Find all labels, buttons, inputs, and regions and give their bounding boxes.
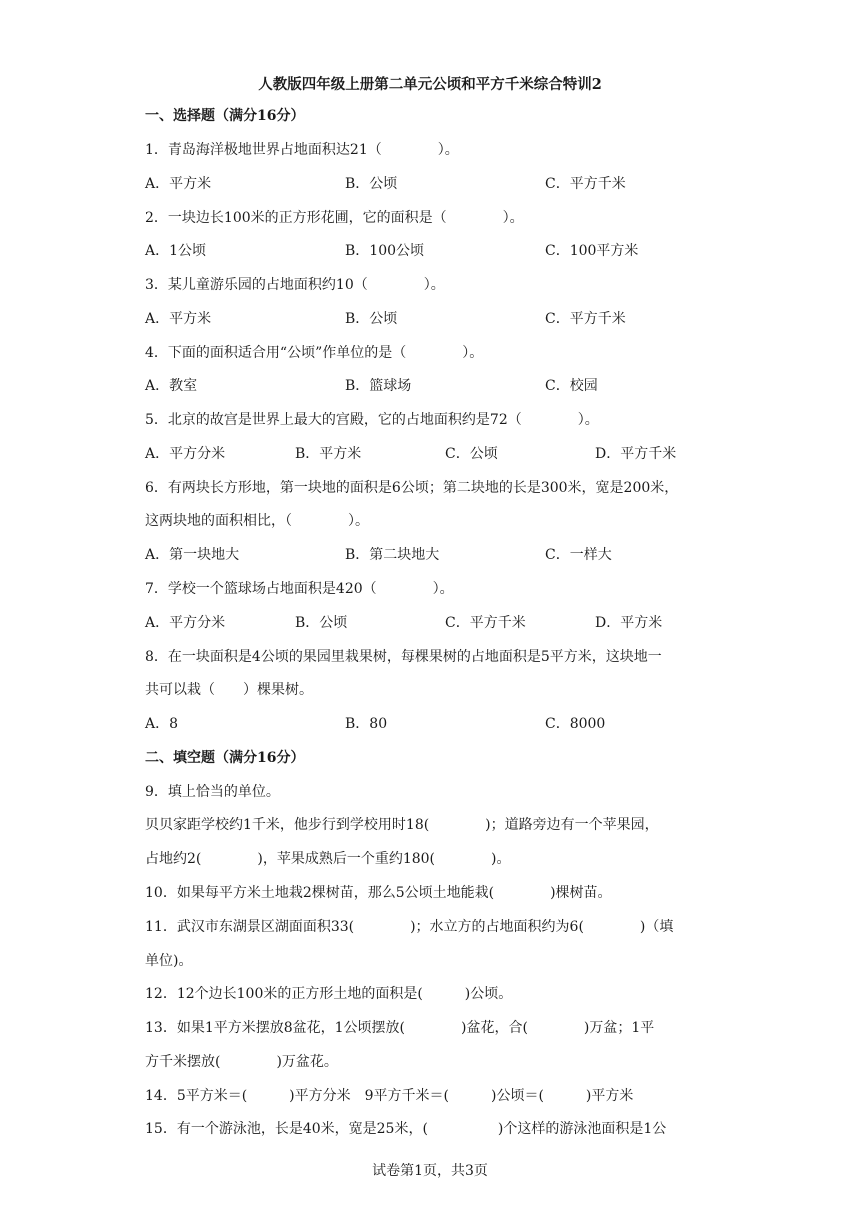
q7-option-a: A．平方分米	[145, 615, 226, 631]
q5-option-a: A．平方分米	[145, 446, 226, 462]
question-14: 14．5平方米＝( )平方分米 9平方千米＝( )公顷＝( )平方米	[145, 1088, 634, 1104]
question-8: 8．在一块面积是4公顷的果园里栽果树，每棵果树的占地面积是5平方米，这块地一	[145, 649, 662, 665]
q4-option-b: B．篮球场	[345, 378, 412, 394]
question-5: 5．北京的故宫是世界上最大的宫殿，它的占地面积约是72（ ）。	[145, 412, 599, 428]
q6-option-a: A．第一块地大	[145, 547, 240, 563]
q7-option-d: D．平方米	[595, 615, 663, 631]
question-9-line-2: 贝贝家距学校约1千米，他步行到学校用时18( )；道路旁边有一个苹果园，	[145, 817, 659, 833]
q8-option-a: A．8	[145, 716, 179, 732]
question-13: 13．如果1平方米摆放8盆花，1公顷摆放( )盆花，合( )万盆；1平	[145, 1020, 655, 1036]
question-9: 9．填上恰当的单位。	[145, 784, 280, 800]
q3-option-b: B．公顷	[345, 311, 398, 327]
question-7: 7．学校一个篮球场占地面积是420（ ）。	[145, 581, 454, 597]
question-2: 2．一块边长100米的正方形花圃，它的面积是（ ）。	[145, 210, 524, 226]
q4-option-c: C．校园	[545, 378, 598, 394]
q7-option-b: B．公顷	[295, 615, 348, 631]
question-11-cont: 单位)。	[145, 953, 193, 969]
q5-option-c: C．公顷	[445, 446, 498, 462]
question-10: 10．如果每平方米土地栽2棵树苗，那么5公顷土地能栽( )棵树苗。	[145, 885, 612, 901]
page-title: 人教版四年级上册第二单元公顷和平方千米综合特训2	[258, 76, 602, 93]
question-6: 6．有两块长方形地，第一块地的面积是6公顷；第二块地的长是300米，宽是200米，	[145, 480, 679, 496]
question-4: 4．下面的面积适合用“公顷”作单位的是（ ）。	[145, 345, 484, 361]
q2-option-b: B．100公顷	[345, 243, 425, 259]
question-15: 15．有一个游泳池，长是40米，宽是25米，( )个这样的游泳池面积是1公	[145, 1121, 667, 1137]
q8-option-b: B．80	[345, 716, 388, 732]
section-heading-choice: 一、选择题（满分16分）	[145, 108, 305, 124]
q5-option-b: B．平方米	[295, 446, 362, 462]
q1-option-a: A．平方米	[145, 176, 212, 192]
question-3: 3．某儿童游乐园的占地面积约10（ ）。	[145, 277, 445, 293]
question-8-cont: 共可以栽（ ）棵果树。	[145, 682, 313, 698]
q3-option-c: C．平方千米	[545, 311, 626, 327]
q1-option-b: B．公顷	[345, 176, 398, 192]
question-11: 11．武汉市东湖景区湖面面积33( )；水立方的占地面积约为6( )（填	[145, 919, 674, 935]
q8-option-c: C．8000	[545, 716, 606, 732]
question-6-cont: 这两块地的面积相比，（ ）。	[145, 513, 369, 529]
question-9-line-3: 占地约2( )，苹果成熟后一个重约180( )。	[145, 851, 511, 867]
q7-option-c: C．平方千米	[445, 615, 526, 631]
q6-option-b: B．第二块地大	[345, 547, 440, 563]
q6-option-c: C．一样大	[545, 547, 612, 563]
q2-option-a: A．1公顷	[145, 243, 207, 259]
q5-option-d: D．平方千米	[595, 446, 677, 462]
q3-option-a: A．平方米	[145, 311, 212, 327]
q4-option-a: A．教室	[145, 378, 198, 394]
question-13-cont: 方千米摆放( )万盆花。	[145, 1054, 338, 1070]
section-heading-fill: 二、填空题（满分16分）	[145, 750, 305, 766]
q1-option-c: C．平方千米	[545, 176, 626, 192]
q2-option-c: C．100平方米	[545, 243, 639, 259]
page-footer: 试卷第1页，共3页	[372, 1163, 488, 1179]
question-1: 1．青岛海洋极地世界占地面积达21（ ）。	[145, 142, 459, 158]
question-12: 12．12个边长100米的正方形土地的面积是( )公顷。	[145, 986, 513, 1002]
